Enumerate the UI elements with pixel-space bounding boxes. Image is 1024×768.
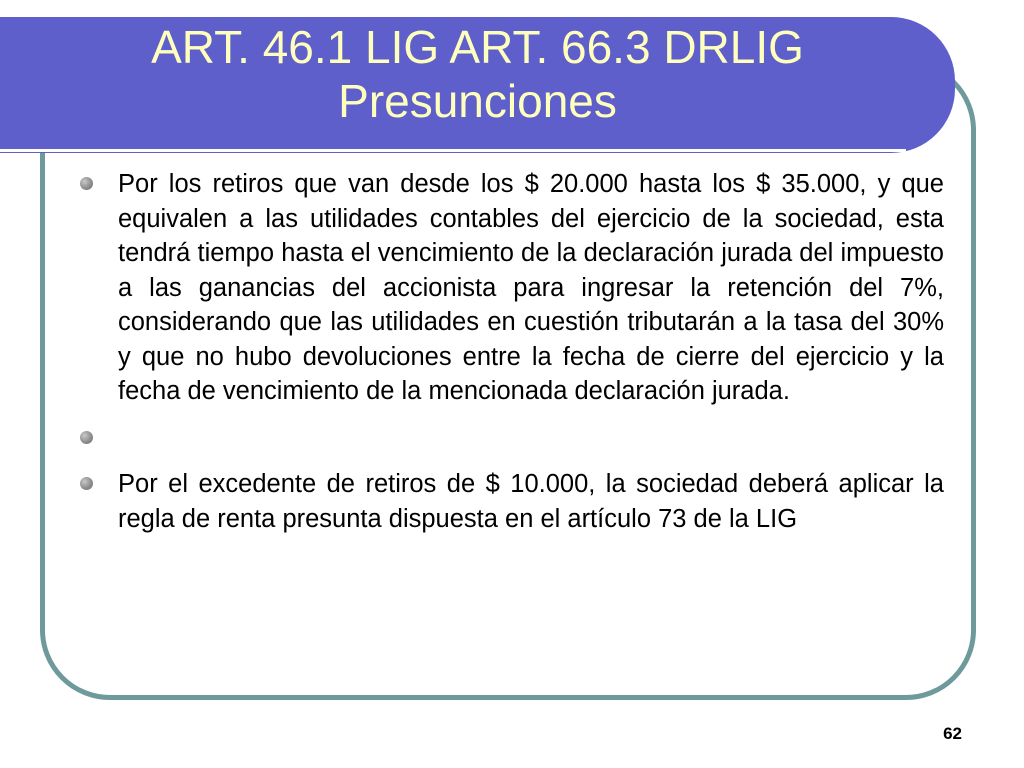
bullet-text: Por los retiros que van desde los $ 20.000 hasta los $ 35.000, y que equivalen a las utilidades contables del ejercicio de la sociedad, esta tendrá tiempo hasta el vencimiento de la declaración jurada del impuesto a las ganancias del accionista para ingresar la retención del 7%, considerando que las utilidades en cuestión tributarán a la tasa del 30% y que no hubo devoluciones entre la fecha de cierre del ejercicio y la fecha de vencimiento de la mencionada declaración jurada. — [118, 170, 944, 405]
title-underline — [0, 149, 906, 152]
slide-title-line-1: ART. 46.1 LIG ART. 66.3 DRLIG — [151, 21, 804, 73]
slide-title-line-2: Presunciones — [338, 75, 617, 127]
slide-title — [0, 20, 955, 128]
round-bullet-icon — [80, 177, 93, 190]
bullet-item-excedente — [78, 467, 944, 536]
page-number: 62 — [943, 724, 962, 743]
bullet-list — [78, 167, 944, 536]
round-bullet-icon — [80, 431, 93, 444]
bullet-item-empty — [78, 421, 944, 456]
round-bullet-icon — [80, 477, 93, 490]
bullet-text: Por el excedente de retiros de $ 10.000, la sociedad deberá aplicar la regla de renta presunta dispuesta en el artículo 73 de la LIG — [118, 470, 944, 533]
bullet-item-retiros — [78, 167, 944, 409]
